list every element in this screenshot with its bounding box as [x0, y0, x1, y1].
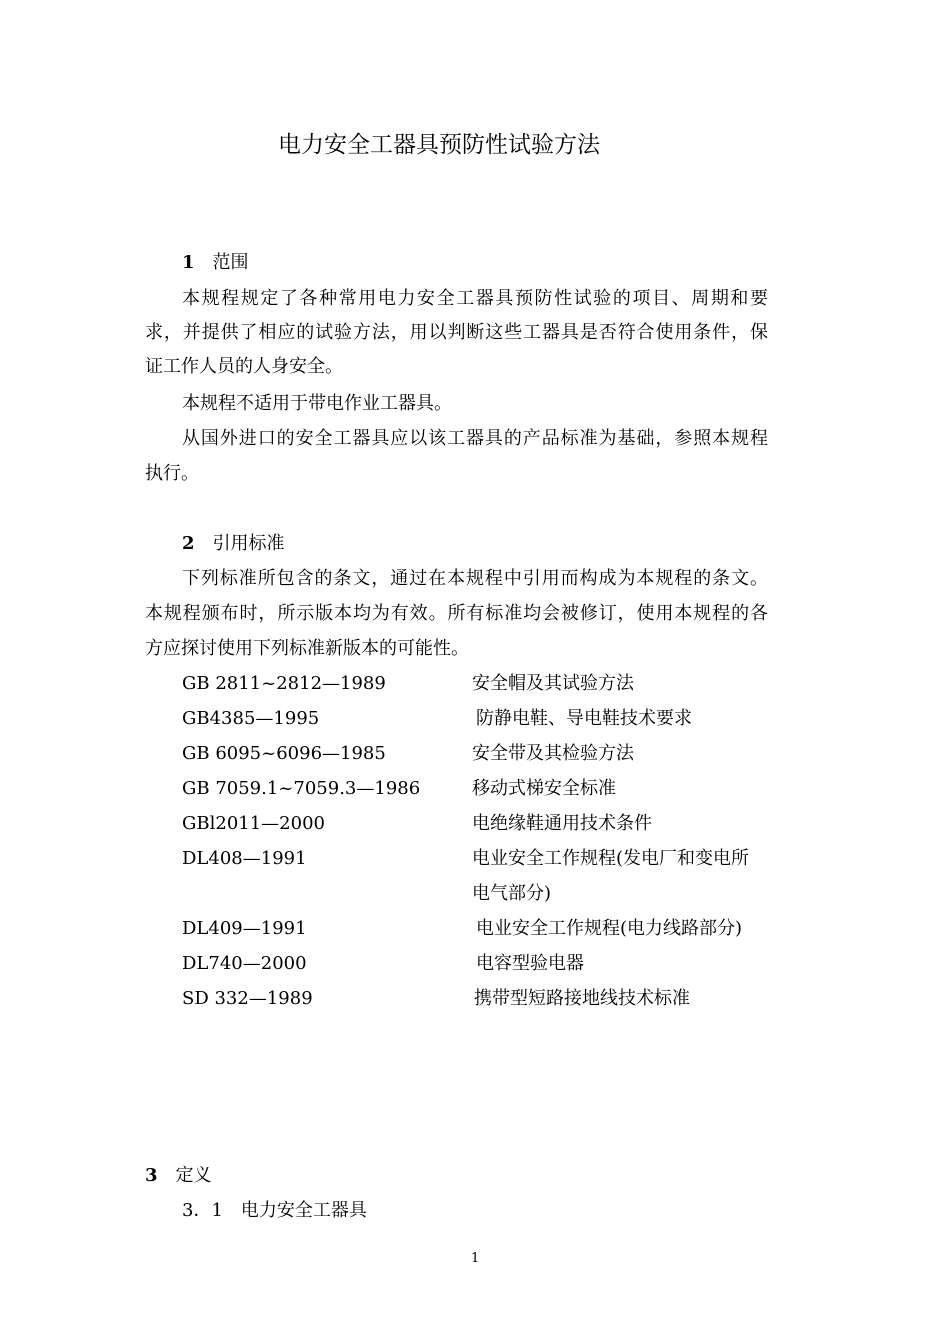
standard-code: SD 332—1989: [182, 988, 313, 1009]
section-1-paragraph-1-line-1: 本规程规定了各种常用电力安全工器具预防性试验的项目、周期和要: [182, 288, 768, 309]
section-2-number: 2: [182, 533, 195, 554]
section-1-paragraph-1-line-2: 求，并提供了相应的试验方法，用以判断这些工器具是否符合使用条件，保: [145, 322, 768, 343]
section-2-heading: [182, 533, 285, 555]
subsection-3-1-number: 3．1: [182, 1200, 223, 1221]
standard-code: GB 7059.1~7059.3—1986: [182, 778, 421, 799]
section-2-paragraph-line-3: 方应探讨使用下列标准新版本的可能性。: [145, 638, 469, 659]
section-2-paragraph-line-2: 本规程颁布时，所示版本均为有效。所有标准均会被修订，使用本规程的各: [145, 603, 768, 624]
subsection-3-1-title: 电力安全工器具: [240, 1200, 367, 1221]
section-3-heading: [145, 1165, 212, 1187]
section-1-paragraph-2: 本规程不适用于带电作业工器具。: [182, 393, 452, 414]
section-3-title: 定义: [175, 1165, 212, 1186]
standard-name: 携带型短路接地线技术标准: [474, 988, 690, 1009]
standard-code: DL409—1991: [182, 918, 307, 939]
standard-code: DL408—1991: [182, 848, 307, 869]
standard-name: 电容型验电器: [476, 953, 584, 974]
standard-name: 电业安全工作规程(发电厂和变电所: [472, 848, 750, 869]
subsection-3-1-heading: [182, 1200, 367, 1222]
page-number: 1: [471, 1251, 480, 1266]
standard-name: 安全帽及其试验方法: [472, 673, 634, 694]
standard-name: 防静电鞋、导电鞋技术要求: [476, 708, 692, 729]
section-1-heading: [182, 252, 249, 274]
standard-code: GBl2011—2000: [182, 813, 325, 834]
standard-name: 电业安全工作规程(电力线路部分): [476, 918, 743, 939]
section-1-number: 1: [182, 252, 195, 273]
standard-name-continuation: 电气部分): [472, 883, 552, 904]
standard-name: 电绝缘鞋通用技术条件: [472, 813, 652, 834]
section-2-title: 引用标准: [212, 533, 285, 554]
section-3-number: 3: [145, 1165, 158, 1186]
section-1-paragraph-1-line-3: 证工作人员的人身安全。: [145, 356, 343, 377]
standard-name: 安全带及其检验方法: [472, 743, 634, 764]
standard-code: GB4385—1995: [182, 708, 320, 729]
section-1-title: 范围: [212, 252, 249, 273]
section-2-paragraph-line-1: 下列标准所包含的条文，通过在本规程中引用而构成为本规程的条文。: [182, 568, 768, 589]
document-title: 电力安全工器具预防性试验方法: [278, 132, 600, 158]
standard-name: 移动式梯安全标准: [472, 778, 616, 799]
standard-code: GB 6095~6096—1985: [182, 743, 386, 764]
standard-code: GB 2811~2812—1989: [182, 673, 386, 694]
section-1-paragraph-3-line-2: 执行。: [145, 463, 199, 484]
standard-code: DL740—2000: [182, 953, 307, 974]
section-1-paragraph-3-line-1: 从国外进口的安全工器具应以该工器具的产品标准为基础，参照本规程: [182, 428, 768, 449]
